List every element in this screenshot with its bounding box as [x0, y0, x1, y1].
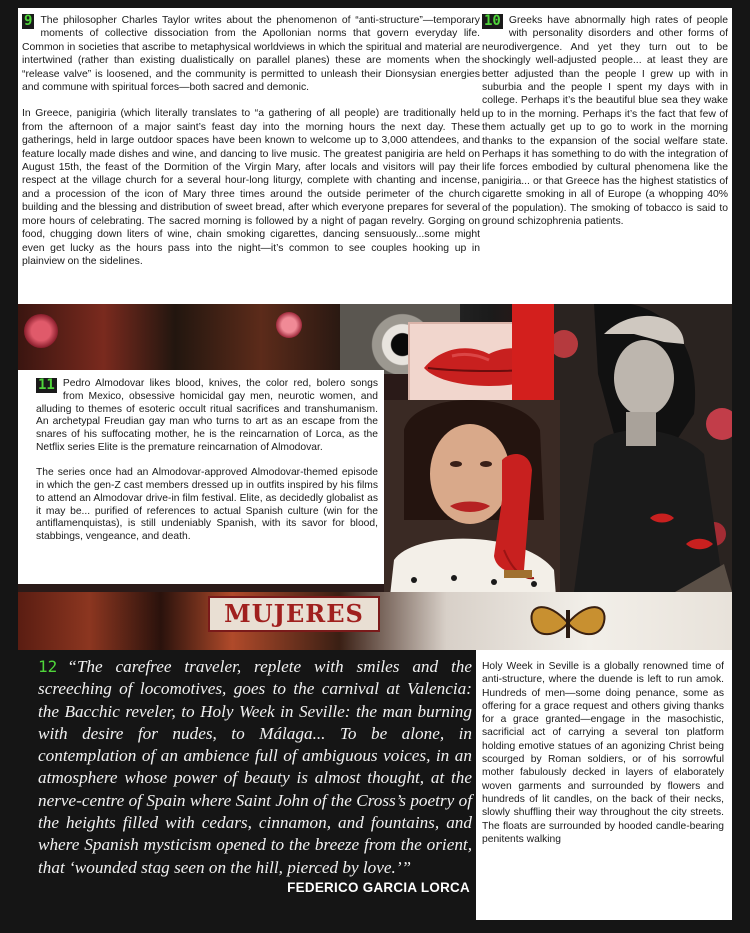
section-9-paragraph-1-text: The philosopher Charles Taylor writes about the phenomenon of “anti-structure”—temporary moments of collective dissociation from the Apollonian norms that govern everyday life. Common in societies that ascribe to metaphysical worldviews in which the spiritual and material are intertwined (rather than existing dualistically on parallel planes) these are moments when the “release valve” is loosened, and the community is permitted to unleash their Dionsysian energies and commune with spiritual forces—both sacred and demonic. [22, 15, 480, 94]
section-11 [18, 370, 384, 584]
top-text-area [18, 8, 732, 304]
holy-week-text [476, 650, 732, 920]
section-12-number: 12 [38, 657, 58, 676]
rose-icon [276, 312, 302, 338]
section-11-paragraph-1-text: Pedro Almodovar likes blood, knives, the color red, bolero songs from Mexico, obsessive homicidal gay men, neurotic women, and alluding to themes of esoteric occult ritual sacrifices and transhumanism. An archetypal Freudian gay man who turns to art as an escape from the snares of his suffocating mother, he is the reincarnation of Lorca, as the Netflix series Elite is the premature reincarnation of Almodovar. [36, 378, 378, 453]
lorca-quote-text: “The carefree traveler, replete with smiles and the screeching of locomotives, goes to the carnival at Valencia: the Bacchic reveler, to Holy Week in Seville: the man burning with desire for nudes, to Málaga... To be alone, in contemplation of an ambience full of ambiguous voices, in an atmosphere whose power of beauty is almost thought, at the nerve-centre of Spain where Saint John of the Cross’s poetry of the heights filled with cedars, cinnamon, and fountains, and where Spanish mysticism opened to the breeze from the orient, that ‘wounded stag seen on the hill, pierced by love.’” [38, 657, 472, 877]
section-9 [22, 14, 480, 281]
woman-with-hand-on-head-image [554, 304, 732, 592]
section-10-paragraph [482, 14, 728, 229]
rose-icon [24, 314, 58, 348]
section-9-paragraph-2: In Greece, panigiria (which literally translates to “a gathering of all people) are traditionally held from the afternoon of a major saint’s feast day into the morning hours the next day. These gatherings, held in large outdoor spaces have been known to welcome up to 3,000 attendees, and feature locally made dishes and wine, and dancing to live music. The greatest panigiria are held on August 15th, the feast of the Dormition of the Virgin Mary, after locals and visitors will pay their respect at the village church for a several hour-long liturgy, complete with chanting and incense, and a procession of the icon of Mary three times around the outside perimeter of the church building and the blessing and distribution of sweet bread, after which everyone prepares for several more hours of celebrating. The sacred morning is followed by a night of pagan revelry. Gorging on food, chugging down liters of wine, chain smoking cigarettes, dancing sensuously...some might even get lucky as the hours pass into the night—it’s common to see couples hooking up in plainview on the sidelines. [22, 108, 480, 267]
section-9-number: 9 [24, 13, 33, 29]
holy-week-paragraph: Holy Week in Seville is a globally renowned time of anti-structure, where the duende is left to run amok. Hundreds of men—some doing penance, some as offering for a grace request and others giving thanks for a grace granted—engage in the masochistic, sacrificial act of carrying a several ton platform holding emotive statues of an agonizing Christ being scourged by Roman soldiers, or of his sorrowful mother fabulously decked in layers of elaborately woven garments and surrounded by flowers and hundreds of lit candles, on the back of their necks, slowly shuffling their way throughout the city streets. The floats are surrounded by hooded candle-bearing penitents walking [482, 661, 724, 845]
section-11-number: 11 [38, 377, 55, 393]
section-11-paragraph-2: The series once had an Almodovar-approved Almodovar-themed episode in which the gen-Z cast members dressed up in outfits inspired by his films to attend an Almodovar drive-in film festival. Elite, as decidedly globalist as it may be... purified of references to actual Spanish culture (win for the antiflamenquistas), is still undeniably Spanish, with its savor for blood, stabbings, vengeance, and death. [36, 467, 378, 543]
butterfly-icon [528, 600, 608, 646]
quote-author: FEDERICO GARCIA LORCA [287, 880, 470, 895]
section-10-paragraph-text: Greeks have abnormally high rates of people with personality disorders and other forms of neurodivergence. And yet they turn out to be shockingly well-adjusted people... at least they are better adjusted than the people I grew up with in suburbia and the people I spent my days with in college. Perhaps it’s the beautiful blue sea they wake up to in the morning. Perhaps it’s the fact that few of them actually get up to go to work in the morning thanks to the expansion of the social welfare state. Perhaps it has something to do with the integration of life forces embodied by cultural phenomena like the panigiria... or that Greece has the highest statistics of cigarette smoking in all of Europe (a whopping 40% of the population). The smoking of tobacco is said to ground schizophrenia patients. [482, 15, 728, 228]
section-9-paragraph-1 [22, 14, 480, 94]
collage-image [18, 304, 732, 650]
section-11-paragraph-1 [36, 378, 378, 455]
lorca-quote-area [18, 650, 476, 920]
section-10-number: 10 [484, 13, 501, 29]
mujeres-title: MUJERES [208, 596, 380, 632]
lorca-quote [38, 656, 472, 879]
section-10 [482, 14, 728, 242]
